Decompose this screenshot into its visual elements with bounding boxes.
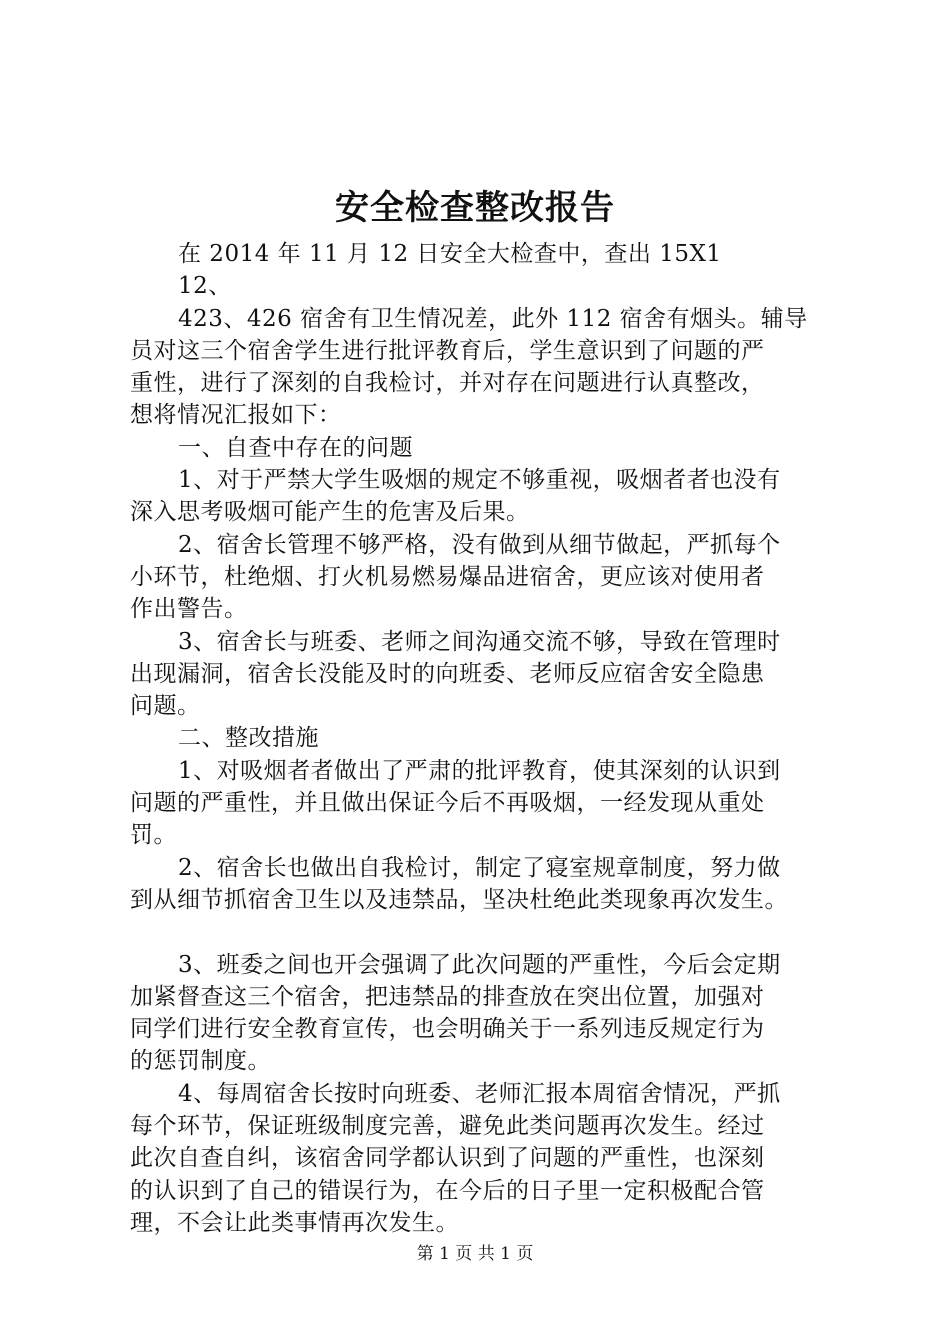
text-line: 理，不会让此类事情再次发生。 bbox=[130, 1209, 459, 1236]
text-line: 423、426 宿舍有卫生情况差，此外 112 宿舍有烟头。辅导 bbox=[178, 305, 808, 332]
text-line: 问题。 bbox=[130, 693, 201, 720]
text-line: 到从细节抓宿舍卫生以及违禁品，坚决杜绝此类现象再次发生。 bbox=[130, 886, 788, 913]
text-line: 罚。 bbox=[130, 822, 177, 849]
text-line: 员对这三个宿舍学生进行批评教育后，学生意识到了问题的严 bbox=[130, 337, 765, 364]
blank-line bbox=[130, 916, 860, 948]
text-line: 出现漏洞，宿舍长没能及时的向班委、老师反应宿舍安全隐患 bbox=[130, 660, 765, 687]
text-line: 4、每周宿舍长按时向班委、老师汇报本周宿舍情况，严抓 bbox=[178, 1080, 781, 1107]
page-title: 安全检查整改报告 bbox=[335, 188, 615, 228]
text-line: 小环节，杜绝烟、打火机易燃易爆品进宿舍，更应该对使用者 bbox=[130, 563, 765, 590]
text-line: 2、宿舍长管理不够严格，没有做到从细节做起，严抓每个 bbox=[178, 531, 781, 558]
text-line: 二、整改措施 bbox=[178, 725, 319, 752]
document-body bbox=[130, 238, 860, 1239]
text-line: 问题的严重性，并且做出保证今后不再吸烟，一经发现从重处 bbox=[130, 790, 765, 817]
text-line: 12、 bbox=[178, 273, 232, 300]
text-line: 1、对吸烟者者做出了严肃的批评教育，使其深刻的认识到 bbox=[178, 757, 781, 784]
text-line: 3、宿舍长与班委、老师之间沟通交流不够，导致在管理时 bbox=[178, 628, 781, 655]
text-line: 加紧督查这三个宿舍，把违禁品的排查放在突出位置，加强对 bbox=[130, 983, 765, 1010]
text-line: 的认识到了自己的错误行为，在今后的日子里一定积极配合管 bbox=[130, 1177, 765, 1204]
page-footer: 第 1 页 共 1 页 bbox=[416, 1244, 534, 1264]
text-line: 一、自查中存在的问题 bbox=[178, 434, 413, 461]
text-line: 同学们进行安全教育宣传，也会明确关于一系列违反规定行为 bbox=[130, 1016, 765, 1043]
text-line: 重性，进行了深刻的自我检讨，并对存在问题进行认真整改， bbox=[130, 370, 765, 397]
text-line: 作出警告。 bbox=[130, 596, 248, 623]
text-line: 3、班委之间也开会强调了此次问题的严重性，今后会定期 bbox=[178, 951, 781, 978]
text-line: 在 2014 年 11 月 12 日安全大检查中，查出 15X1 bbox=[178, 241, 722, 267]
text-line: 的惩罚制度。 bbox=[130, 1048, 271, 1075]
text-line: 2、宿舍长也做出自我检讨，制定了寝室规章制度，努力做 bbox=[178, 854, 781, 881]
text-line: 深入思考吸烟可能产生的危害及后果。 bbox=[130, 499, 530, 526]
text-line: 想将情况汇报如下： bbox=[130, 402, 342, 429]
text-line: 1、对于严禁大学生吸烟的规定不够重视，吸烟者者也没有 bbox=[178, 467, 781, 494]
text-line: 此次自查自纠，该宿舍同学都认识到了问题的严重性，也深刻 bbox=[130, 1145, 765, 1172]
text-line: 每个环节，保证班级制度完善，避免此类问题再次发生。经过 bbox=[130, 1113, 765, 1140]
